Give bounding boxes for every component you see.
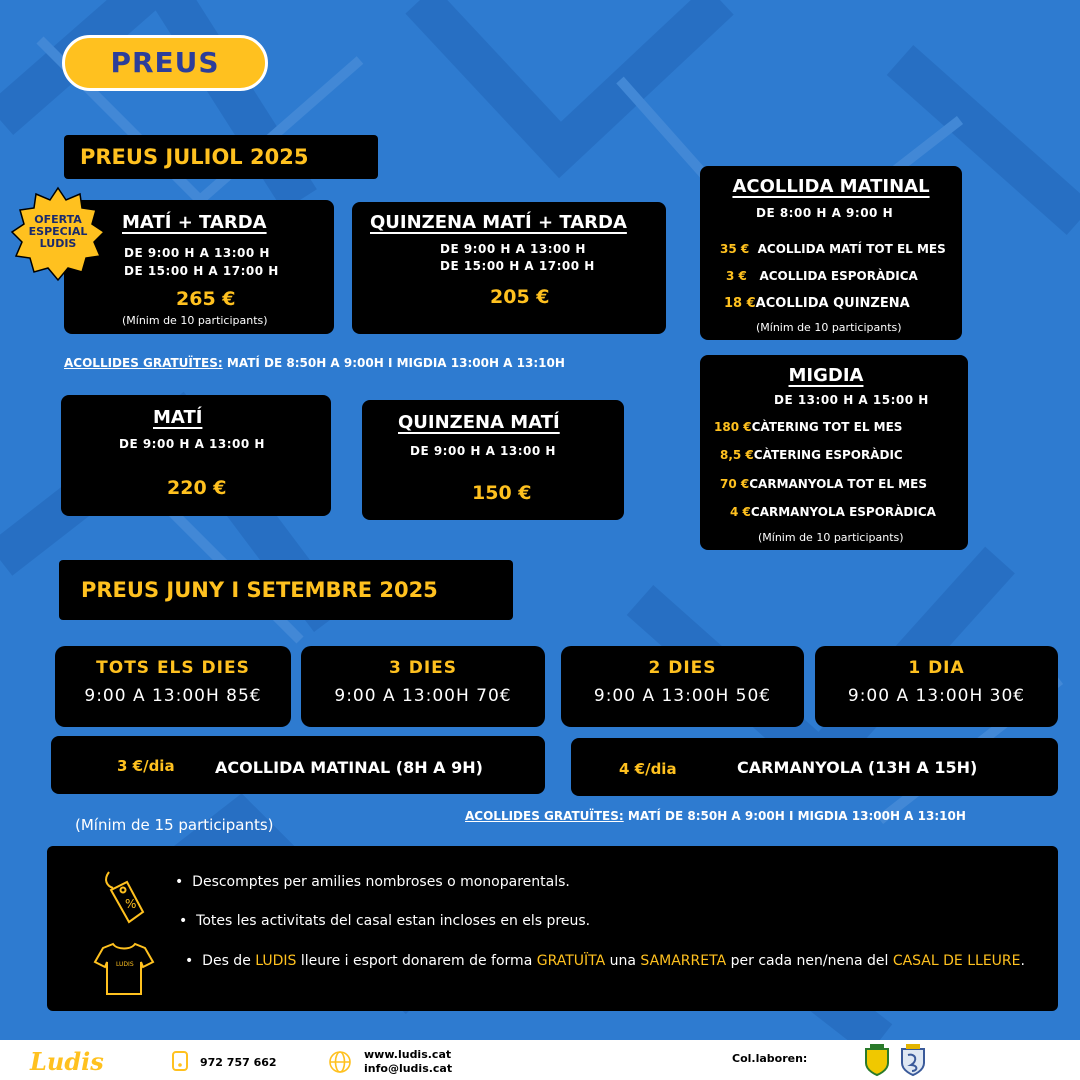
acollida-item: 3 € ACOLLIDA ESPORÀDICA	[726, 269, 918, 283]
juliol-heading: PREUS JULIOL 2025	[80, 145, 309, 169]
plan-card	[301, 646, 545, 727]
mati-title: MATÍ	[153, 407, 203, 428]
globe-icon	[328, 1050, 352, 1074]
mati-tarda-line2: DE 15:00 H A 17:00 H	[124, 264, 279, 278]
badge-line2: ESPECIAL	[28, 225, 88, 238]
badge-line1: OFERTA	[34, 213, 82, 226]
plan-title: 2 DIES	[648, 658, 717, 678]
qmt-price: 205 €	[490, 286, 550, 308]
qmt-line1: DE 9:00 H A 13:00 H	[440, 242, 586, 256]
mati-price: 220 €	[167, 477, 227, 499]
juny-acollida-card	[51, 736, 545, 794]
migdia-hours: DE 13:00 H A 15:00 H	[774, 393, 929, 407]
info-bullet: • Descomptes per amilies nombroses o monoparentals.	[175, 874, 570, 890]
collab-crest-icon	[898, 1043, 928, 1077]
mati-tarda-title: MATÍ + TARDA	[122, 212, 267, 233]
acollida-matinal-card	[700, 166, 962, 340]
migdia-item: 8,5 €CÀTERING ESPORÀDIC	[720, 448, 903, 462]
juny-free-acollides: ACOLLIDES GRATUÏTES: MATÍ DE 8:50H A 9:00H I MIGDIA 13:00H A 13:10H	[465, 809, 966, 823]
footer	[0, 1040, 1080, 1080]
plan-card	[561, 646, 804, 727]
price-tag-icon	[101, 868, 147, 928]
quinzena-mati-card	[362, 400, 624, 520]
plan-title: 3 DIES	[388, 658, 458, 678]
juny-min-note: (Mínim de 15 participants)	[75, 816, 274, 834]
oferta-badge	[10, 186, 106, 282]
tshirt-text: LUDIS	[116, 961, 134, 968]
migdia-title: MIGDIA	[788, 365, 864, 386]
juny-carmanyola-label: CARMANYOLA (13H A 15H)	[737, 758, 978, 777]
juny-carmanyola-card	[571, 738, 1058, 796]
migdia-card	[700, 355, 968, 550]
acollida-title: ACOLLIDA MATINAL	[732, 176, 930, 197]
phone-icon	[170, 1050, 190, 1072]
juny-acollida-label: ACOLLIDA MATINAL (8H A 9H)	[215, 758, 483, 777]
juny-heading-box	[59, 560, 513, 620]
migdia-note: (Mínim de 10 participants)	[758, 531, 904, 544]
mati-line1: DE 9:00 H A 13:00 H	[119, 437, 265, 451]
juny-heading: PREUS JUNY I SETEMBRE 2025	[81, 578, 438, 602]
page-title: PREUS	[110, 46, 220, 79]
quinzena-mati-title: QUINZENA MATÍ	[398, 412, 560, 433]
tshirt-icon	[93, 940, 155, 998]
juliol-heading-box	[64, 135, 378, 179]
plan-card	[815, 646, 1058, 727]
mati-tarda-note: (Mínim de 10 participants)	[122, 314, 268, 327]
plan-title: TOTS ELS DIES	[96, 658, 250, 678]
info-bullet: • Des de LUDIS lleure i esport donarem de forma GRATUÏTA una SAMARRETA per cada nen/nena del CASAL DE LLEURE.	[185, 953, 1025, 969]
footer-email[interactable]: info@ludis.cat	[364, 1062, 453, 1075]
plan-detail: 9:00 A 13:00H 30€	[847, 686, 1026, 706]
migdia-item: 180 €CÀTERING TOT EL MES	[714, 420, 903, 434]
qmt-line2: DE 15:00 H A 17:00 H	[440, 259, 595, 273]
acollida-item: 35 € ACOLLIDA MATÍ TOT EL MES	[720, 242, 946, 256]
plan-detail: 9:00 A 13:00H 50€	[593, 686, 772, 706]
acollida-note: (Mínim de 10 participants)	[756, 321, 902, 334]
quinzena-mati-tarda-title: QUINZENA MATÍ + TARDA	[370, 212, 627, 233]
svg-text:%: %	[125, 897, 137, 911]
plan-title: 1 DIA	[908, 658, 965, 678]
footer-collab: Col.laboren:	[732, 1052, 808, 1065]
mati-card	[61, 395, 331, 516]
collab-crest-icon	[862, 1043, 892, 1077]
qm-price: 150 €	[472, 482, 532, 504]
migdia-item: 4 €CARMANYOLA ESPORÀDICA	[730, 505, 936, 519]
plan-detail: 9:00 A 13:00H 70€	[334, 686, 512, 706]
info-box	[47, 846, 1058, 1011]
quinzena-mati-tarda-card	[352, 202, 666, 334]
juny-acollida-price: 3 €/dia	[117, 757, 175, 775]
juliol-free-acollides: ACOLLIDES GRATUÏTES: MATÍ DE 8:50H A 9:00H I MIGDIA 13:00H A 13:10H	[64, 356, 565, 370]
footer-web[interactable]: www.ludis.cat	[364, 1048, 452, 1061]
qm-line1: DE 9:00 H A 13:00 H	[410, 444, 556, 458]
plan-detail: 9:00 A 13:00H 85€	[84, 686, 262, 706]
mati-tarda-price: 265 €	[176, 288, 236, 310]
title-pill	[62, 35, 268, 91]
acollida-item: 18 €ACOLLIDA QUINZENA	[724, 296, 910, 311]
footer-phone[interactable]: 972 757 662	[200, 1056, 277, 1069]
plan-card	[55, 646, 291, 727]
mati-tarda-line1: DE 9:00 H A 13:00 H	[124, 246, 270, 260]
migdia-item: 70 €CARMANYOLA TOT EL MES	[720, 477, 927, 491]
footer-logo: Ludis	[30, 1047, 104, 1076]
juny-carmanyola-price: 4 €/dia	[619, 760, 677, 778]
info-bullet: • Totes les activitats del casal estan incloses en els preus.	[179, 913, 591, 929]
acollida-hours: DE 8:00 H A 9:00 H	[756, 206, 894, 220]
badge-line3: LUDIS	[39, 237, 77, 250]
